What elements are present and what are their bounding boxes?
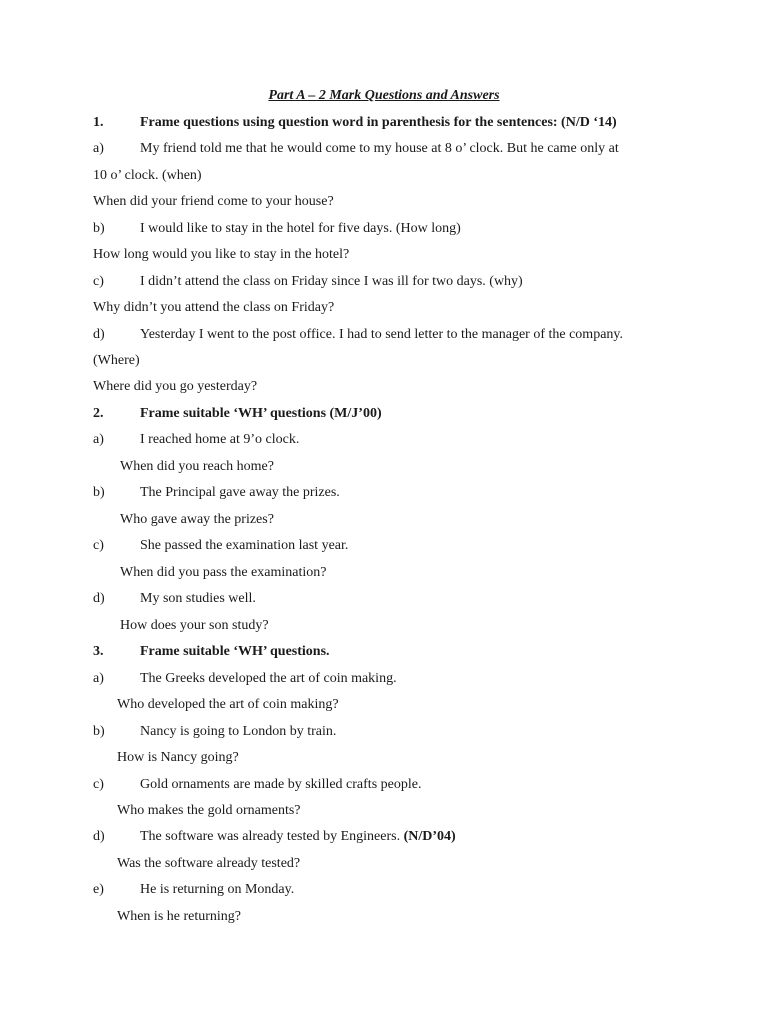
answer-text: When did you pass the examination? [120, 565, 327, 580]
item-letter: c) [93, 274, 104, 289]
section-heading [93, 644, 330, 660]
item-text: My friend told me that he would come to my house at 8 o’ clock. But he came only at [140, 141, 619, 156]
item-continuation: 10 o’ clock. (when) [93, 168, 202, 183]
item-text: The software was already tested by Engineers. [140, 829, 401, 844]
item-text: My son studies well. [140, 591, 256, 606]
item-letter: a) [93, 141, 104, 156]
answer-text: When did your friend come to your house? [93, 194, 334, 209]
item-letter: e) [93, 882, 104, 897]
item-text: He is returning on Monday. [140, 882, 295, 897]
item-text: The Principal gave away the prizes. [140, 485, 340, 500]
item-letter: b) [93, 221, 105, 236]
item-text: I would like to stay in the hotel for five days. (How long) [140, 221, 461, 236]
section-number: 2. [93, 406, 104, 421]
section-number: 1. [93, 115, 104, 130]
question-item [93, 591, 256, 607]
section-heading [93, 406, 382, 422]
item-text: I didn’t attend the class on Friday since I was ill for two days. (why) [140, 274, 523, 289]
answer-text: When is he returning? [117, 909, 242, 924]
section-heading-text: Frame suitable ‘WH’ questions. [140, 644, 330, 659]
answer-text: Who developed the art of coin making? [117, 697, 339, 712]
question-item [93, 274, 523, 290]
item-text: Yesterday I went to the post office. I had to send letter to the manager of the company. [140, 327, 623, 342]
item-letter: b) [93, 485, 105, 500]
item-letter: c) [93, 538, 104, 553]
answer-text: Who makes the gold ornaments? [117, 803, 301, 818]
item-letter: a) [93, 671, 104, 686]
answer-text: How is Nancy going? [117, 750, 239, 765]
item-text: I reached home at 9’o clock. [140, 432, 300, 447]
item-source-tag: (N/D’04) [403, 829, 456, 844]
section-heading-text: Frame suitable ‘WH’ questions (M/J’00) [140, 406, 382, 421]
section-heading-text: Frame questions using question word in parenthesis for the sentences: (N/D ‘14) [140, 115, 617, 130]
question-item [93, 485, 340, 501]
question-item [93, 882, 294, 898]
item-text: Nancy is going to London by train. [140, 724, 337, 739]
section-heading [93, 115, 617, 131]
question-item [93, 327, 623, 343]
item-letter: b) [93, 724, 105, 739]
item-text: She passed the examination last year. [140, 538, 349, 553]
item-letter: d) [93, 829, 105, 844]
question-item [93, 221, 461, 237]
answer-text: Where did you go yesterday? [93, 379, 258, 394]
item-letter: d) [93, 591, 105, 606]
question-item [93, 671, 397, 687]
answer-text: How long would you like to stay in the hotel? [93, 247, 350, 262]
answer-text: Was the software already tested? [117, 856, 301, 871]
question-item [93, 724, 336, 740]
answer-text: Who gave away the prizes? [120, 512, 274, 527]
item-text: The Greeks developed the art of coin making. [140, 671, 397, 686]
section-number: 3. [93, 644, 104, 659]
question-item [93, 829, 456, 845]
question-item [93, 538, 348, 554]
item-text: Gold ornaments are made by skilled crafts people. [140, 777, 422, 792]
item-letter: a) [93, 432, 104, 447]
question-item [93, 432, 299, 448]
item-letter: c) [93, 777, 104, 792]
answer-text: When did you reach home? [120, 459, 274, 474]
answer-text: Why didn’t you attend the class on Friday? [93, 300, 335, 315]
item-letter: d) [93, 327, 105, 342]
page-title: Part A – 2 Mark Questions and Answers [268, 88, 500, 103]
item-continuation: (Where) [93, 353, 140, 368]
question-item [93, 777, 421, 793]
question-item [93, 141, 619, 157]
answer-text: How does your son study? [120, 618, 269, 633]
